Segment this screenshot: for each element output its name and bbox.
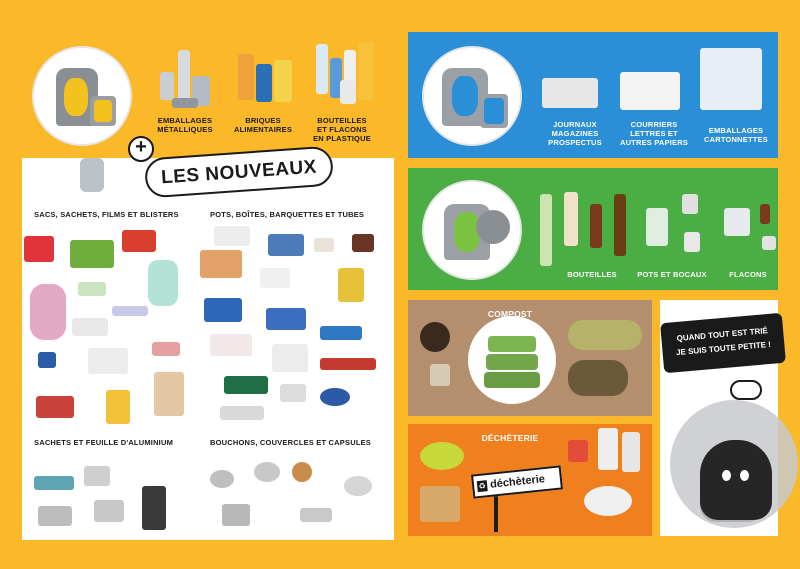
item-photo — [94, 500, 124, 522]
mascot-eye-icon — [740, 470, 749, 481]
glass-flacon-item — [760, 204, 770, 224]
section-title-alu: SACHETS ET FEUILLE D'ALUMINIUM — [34, 438, 174, 447]
item-photo — [70, 240, 114, 268]
plus-icon: + — [128, 136, 154, 162]
mascot-can-icon — [80, 158, 104, 192]
trash-bag-mascot-icon — [700, 440, 772, 520]
blue-paper-bin-icon — [422, 46, 522, 146]
item-photo — [320, 326, 362, 340]
category-label: FLACONS — [729, 270, 767, 279]
item-photo — [320, 358, 376, 370]
item-photo — [112, 306, 148, 316]
item-photo — [338, 268, 364, 302]
glass-bottle-item — [614, 194, 626, 256]
category-label: BOUTEILLES — [567, 270, 617, 279]
item-photo — [254, 462, 280, 482]
plate-item — [584, 486, 632, 516]
coffee-grounds-item — [420, 322, 450, 352]
item-photo — [220, 406, 264, 420]
item-photo — [152, 342, 180, 356]
garden-waste-item — [568, 360, 628, 396]
item-photo — [34, 476, 74, 490]
tea-bag-item — [430, 364, 450, 386]
hose-item — [420, 442, 464, 470]
glass-jar-item — [684, 232, 700, 252]
glass-bottle-item — [564, 192, 578, 246]
item-photo — [30, 284, 66, 340]
glass-jar-item — [646, 208, 668, 246]
item-photo — [38, 352, 56, 368]
item-photo — [122, 230, 156, 252]
item-photo — [84, 466, 110, 486]
item-photo — [320, 388, 350, 406]
decheterie-title: DÉCHÈTERIE — [481, 433, 539, 443]
item-photo — [78, 282, 106, 296]
item-photo — [88, 348, 128, 374]
item-photo — [272, 344, 308, 372]
plastic-bottle-item — [316, 44, 328, 94]
vegetable-scraps-item — [568, 320, 642, 350]
item-photo — [224, 376, 268, 394]
paint-can-item — [598, 428, 618, 470]
compost-bin-icon — [468, 316, 556, 404]
item-photo — [24, 236, 54, 262]
item-photo — [38, 506, 72, 526]
item-photo — [200, 250, 242, 278]
item-photo — [36, 396, 74, 418]
item-photo — [148, 260, 178, 306]
cardboard-box-item — [420, 486, 460, 522]
item-photo — [352, 234, 374, 252]
item-photo — [280, 384, 306, 402]
item-photo — [154, 372, 184, 416]
metal-can-item — [172, 98, 198, 108]
item-photo — [142, 486, 166, 530]
mascot-eye-icon — [722, 470, 731, 481]
category-label: JOURNAUX MAGAZINES PROSPECTUS — [548, 120, 602, 147]
category-label: POTS ET BOCAUX — [637, 270, 707, 279]
sign-pole — [494, 492, 498, 532]
section-title-bouchons: BOUCHONS, COUVERCLES ET CAPSULES — [210, 438, 371, 447]
item-photo — [210, 470, 234, 488]
compost-title: COMPOST — [487, 309, 533, 319]
category-label: COURRIERS LETTRES ET AUTRES PAPIERS — [619, 120, 689, 147]
paint-can-item — [622, 432, 640, 472]
recycling-icon: ♻ — [478, 481, 487, 492]
item-photo — [300, 508, 332, 522]
metal-can-item — [160, 72, 174, 100]
thought-cloud-icon — [730, 380, 762, 400]
item-photo — [266, 308, 306, 330]
item-photo — [344, 476, 372, 496]
category-label: EMBALLAGES CARTONNETTES — [704, 126, 768, 144]
section-title-sacs: SACS, SACHETS, FILMS ET BLISTERS — [34, 210, 179, 219]
item-photo — [204, 298, 242, 322]
category-label: BRIQUES ALIMENTAIRES — [233, 116, 293, 134]
plastic-bottle-item — [340, 80, 356, 104]
banner-title: LES NOUVEAUX — [160, 156, 318, 189]
item-photo — [222, 504, 250, 526]
yellow-recycling-bin-icon — [32, 46, 132, 146]
speech-line-1: QUAND TOUT EST TRIÉ — [676, 326, 769, 343]
item-photo — [268, 234, 304, 256]
section-title-pots: POTS, BOÎTES, BARQUETTES ET TUBES — [210, 210, 365, 219]
item-photo — [314, 238, 334, 252]
juice-carton-item — [238, 54, 254, 100]
letter-item — [620, 72, 680, 110]
green-glass-bin-icon — [422, 180, 522, 280]
juice-carton-item — [274, 60, 292, 102]
category-label: EMBALLAGES MÉTALLIQUES — [157, 116, 213, 134]
item-photo — [72, 318, 108, 336]
mascot-speech-bubble — [660, 313, 786, 373]
glass-bottle-item — [540, 194, 552, 266]
sign-text: déchèterie — [489, 473, 546, 491]
glass-bottle-item — [590, 204, 602, 248]
item-photo — [260, 268, 290, 288]
plastic-bottle-item — [358, 42, 374, 100]
glass-flacon-item — [762, 236, 776, 250]
item-photo — [292, 462, 312, 482]
glass-flacon-item — [724, 208, 750, 236]
item-photo — [210, 334, 252, 356]
metal-can-item — [178, 50, 190, 104]
item-photo — [214, 226, 250, 246]
toy-item — [568, 440, 588, 462]
glass-jar-item — [682, 194, 698, 214]
juice-carton-item — [256, 64, 272, 102]
speech-line-2: JE SUIS TOUTE PETITE ! — [675, 339, 772, 358]
newspaper-item — [542, 78, 598, 108]
cardboard-item — [700, 48, 762, 110]
item-photo — [106, 390, 130, 424]
category-label: BOUTEILLES ET FLACONS EN PLASTIQUE — [313, 116, 371, 143]
